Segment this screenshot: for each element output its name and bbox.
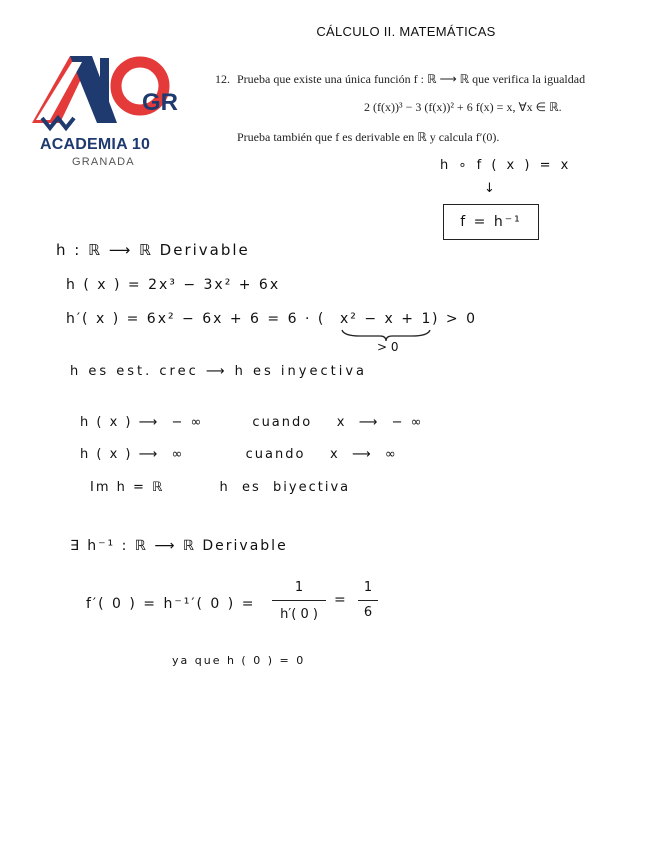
- problem-line-1: Prueba que existe una única función f : ℝ ⟶ ℝ que verifica la igualdad: [237, 72, 586, 86]
- hw-line-h-def: h : ℝ ⟶ ℝ Derivable: [56, 241, 250, 259]
- hw-fraction-bar: [272, 600, 326, 601]
- hw-fraction-den: h′( 0 ): [280, 607, 318, 622]
- logo-mark: GR: [142, 89, 178, 116]
- hw-line-hprime-factor: x² − x + 1: [340, 311, 433, 327]
- problem-equation: 2 (f(x))³ − 3 (f(x))² + 6 f(x) = x, ∀x ∈ ℝ.: [364, 100, 562, 114]
- logo-city: GRANADA: [72, 156, 135, 168]
- hw-fraction2-bar: [358, 600, 378, 601]
- hw-line-bijective: Im h = ℝ h es biyectiva: [90, 480, 351, 495]
- hw-derivative-lhs: f′( 0 ) = h⁻¹′( 0 ) =: [86, 596, 256, 612]
- hw-line-inverse: ∃ h⁻¹ : ℝ ⟶ ℝ Derivable: [70, 538, 288, 554]
- hw-limit-minus: h ( x ) ⟶ − ∞ cuando x ⟶ − ∞: [80, 415, 424, 430]
- hw-since-note: ya que h ( 0 ) = 0: [172, 654, 306, 667]
- hw-line-hprime-end: ) > 0: [432, 311, 477, 327]
- hw-positive-note: > 0: [377, 340, 399, 354]
- hw-fraction2-den: 6: [363, 605, 373, 620]
- logo-name: ACADEMIA 10: [40, 136, 151, 153]
- hw-composition: h ∘ f ( x ) = x: [440, 158, 572, 173]
- hw-down-arrow: ↓: [484, 181, 495, 196]
- hw-boxed-result: f = h⁻¹: [443, 204, 539, 240]
- hw-line-h: h ( x ) = 2x³ − 3x² + 6x: [66, 277, 281, 293]
- hw-line-injective: h es est. crec ⟶ h es inyectiva: [70, 364, 367, 379]
- hw-limit-plus: h ( x ) ⟶ ∞ cuando x ⟶ ∞: [80, 447, 398, 462]
- hw-equals: =: [334, 592, 346, 608]
- hw-fraction2-num: 1: [363, 580, 373, 595]
- hw-line-hprime: h′( x ) = 6x² − 6x + 6 = 6 · (: [66, 311, 326, 327]
- problem-number: 12.: [215, 72, 230, 86]
- problem-line-2: Prueba también que f es derivable en ℝ y calcula f′(0).: [237, 130, 500, 144]
- hw-fraction-num: 1: [294, 580, 304, 595]
- page-title: CÁLCULO II. MATEMÁTICAS: [316, 24, 496, 39]
